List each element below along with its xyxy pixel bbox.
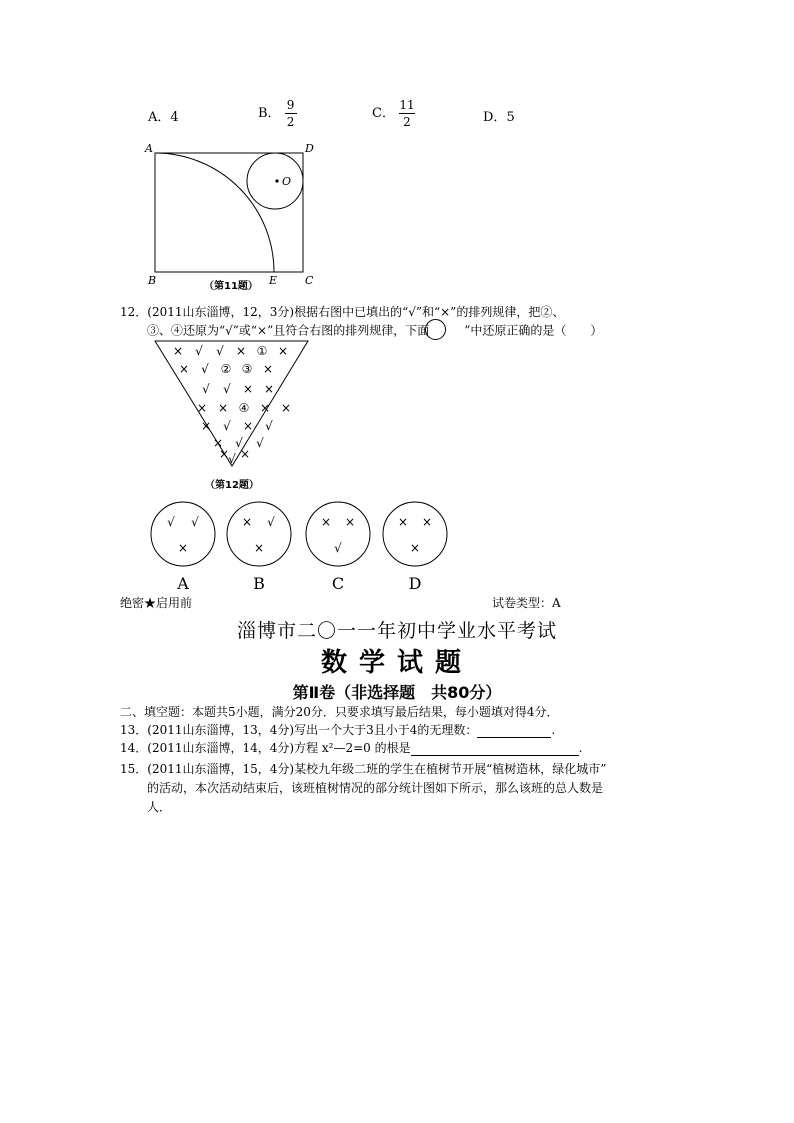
fraction: $\frac{11}{2}$ — [399, 98, 415, 129]
label-e: E — [269, 274, 278, 287]
triangle-mark: √ — [195, 344, 203, 358]
triangle-mark: × — [196, 401, 208, 415]
q15-line2: 的活动，本次活动结束后，该班植树情况的部分统计图如下所示，那么该班的总人数是 — [147, 781, 604, 795]
option-mark: × — [253, 541, 265, 555]
triangle-mark: √ — [202, 382, 210, 396]
option-circle — [151, 502, 215, 566]
part-title: 第Ⅱ卷（非选择题 共80分） — [292, 683, 502, 702]
label-b: B — [148, 274, 157, 287]
option-mark: × — [177, 541, 189, 555]
q12-line1: 12．(2011山东淄博，12，3分)根据右图中已填出的“√”和“×”的排列规律，把②、 — [120, 305, 565, 319]
triangle-mark: ③ — [241, 362, 253, 376]
triangle-mark: × — [280, 401, 292, 415]
option-mark: √ — [191, 515, 199, 529]
answer-blank[interactable] — [411, 755, 579, 756]
fig11-caption: （第11题） — [204, 281, 258, 292]
option-mark: × — [421, 515, 433, 529]
triangle-mark: × — [178, 362, 190, 376]
triangle-mark: × — [262, 362, 274, 376]
option-label: C — [331, 574, 345, 593]
option-mark: × — [320, 515, 332, 529]
triangle-mark: × — [277, 344, 289, 358]
q11-option-d: D．5 — [483, 110, 515, 125]
q11-option-b: B． $\frac{9}{2}$ — [258, 98, 297, 129]
triangle-mark: × — [263, 382, 275, 396]
triangle-mark: × — [218, 447, 230, 461]
q14: 14．(2011山东淄博，14，4分)方程 x²—2=0 的根是 . — [120, 741, 583, 755]
section-intro: 二、填空题：本题共5小题，满分20分．只要求填写最后结果，每小题填对得4分． — [120, 705, 559, 719]
q11-option-a: A．4 — [148, 110, 179, 125]
label-d: D — [305, 142, 314, 155]
triangle-mark: × — [200, 419, 212, 433]
q15-line1: 15．(2011山东淄博，15，4分)某校九年级二班的学生在植树节开展“植树造林，绿化城市” — [120, 762, 607, 776]
triangle-mark: √ — [201, 362, 209, 376]
answer-blank[interactable] — [477, 737, 551, 738]
triangle-mark: × — [242, 382, 254, 396]
option-mark: × — [397, 515, 409, 529]
option-mark: √ — [267, 515, 275, 529]
triangle-mark: √ — [235, 436, 243, 450]
paper-type: 试卷类型：A — [492, 596, 561, 610]
option-circle — [227, 502, 291, 566]
triangle-mark: × — [259, 401, 271, 415]
triangle-mark: √ — [265, 419, 273, 433]
triangle-mark: ② — [220, 362, 232, 376]
option-mark: √ — [167, 515, 175, 529]
option-mark: × — [409, 541, 421, 555]
option-label: A — [177, 574, 189, 593]
option-mark: × — [241, 515, 253, 529]
fraction: $\frac{9}{2}$ — [285, 98, 297, 129]
triangle-mark: √ — [256, 436, 264, 450]
option-mark: × — [344, 515, 356, 529]
triangle-mark: × — [235, 344, 247, 358]
option-circle — [383, 502, 447, 566]
triangle-mark: √ — [216, 344, 224, 358]
triangle-mark: × — [217, 401, 229, 415]
option-label: B — [253, 574, 265, 593]
secret-label: 绝密★启用前 — [120, 596, 193, 610]
triangle-mark: × — [239, 447, 251, 461]
triangle-mark: √ — [223, 382, 231, 396]
triangle-mark: × — [212, 436, 224, 450]
triangle-mark: √ — [228, 452, 236, 466]
triangle-mark: × — [172, 344, 184, 358]
option-label: D — [408, 574, 422, 593]
label-a: A — [145, 142, 153, 155]
q12-line2: ③、④还原为“√”或“×”且符合右图的排列规律，下面 ”中还原正确的是（ ） — [147, 322, 602, 340]
q13: 13．(2011山东淄博，13，4分)写出一个大于3且小于4的无理数： . — [120, 723, 556, 737]
subject-title: 数学试题 — [320, 648, 473, 678]
label-o: O — [282, 175, 292, 188]
option-circle — [306, 502, 370, 566]
exam-title: 淄博市二〇一一年初中学业水平考试 — [236, 620, 557, 642]
triangle-mark: ④ — [238, 401, 250, 415]
option-mark: √ — [334, 541, 342, 555]
triangle-mark: ① — [256, 344, 268, 358]
q15-line3: 人． — [147, 800, 172, 814]
fig12-caption: （第12题） — [205, 480, 259, 491]
triangle-mark: × — [242, 419, 254, 433]
q11-option-c: C． $\frac{11}{2}$ — [372, 98, 415, 129]
label-c: C — [305, 274, 314, 287]
triangle-mark: √ — [223, 419, 231, 433]
